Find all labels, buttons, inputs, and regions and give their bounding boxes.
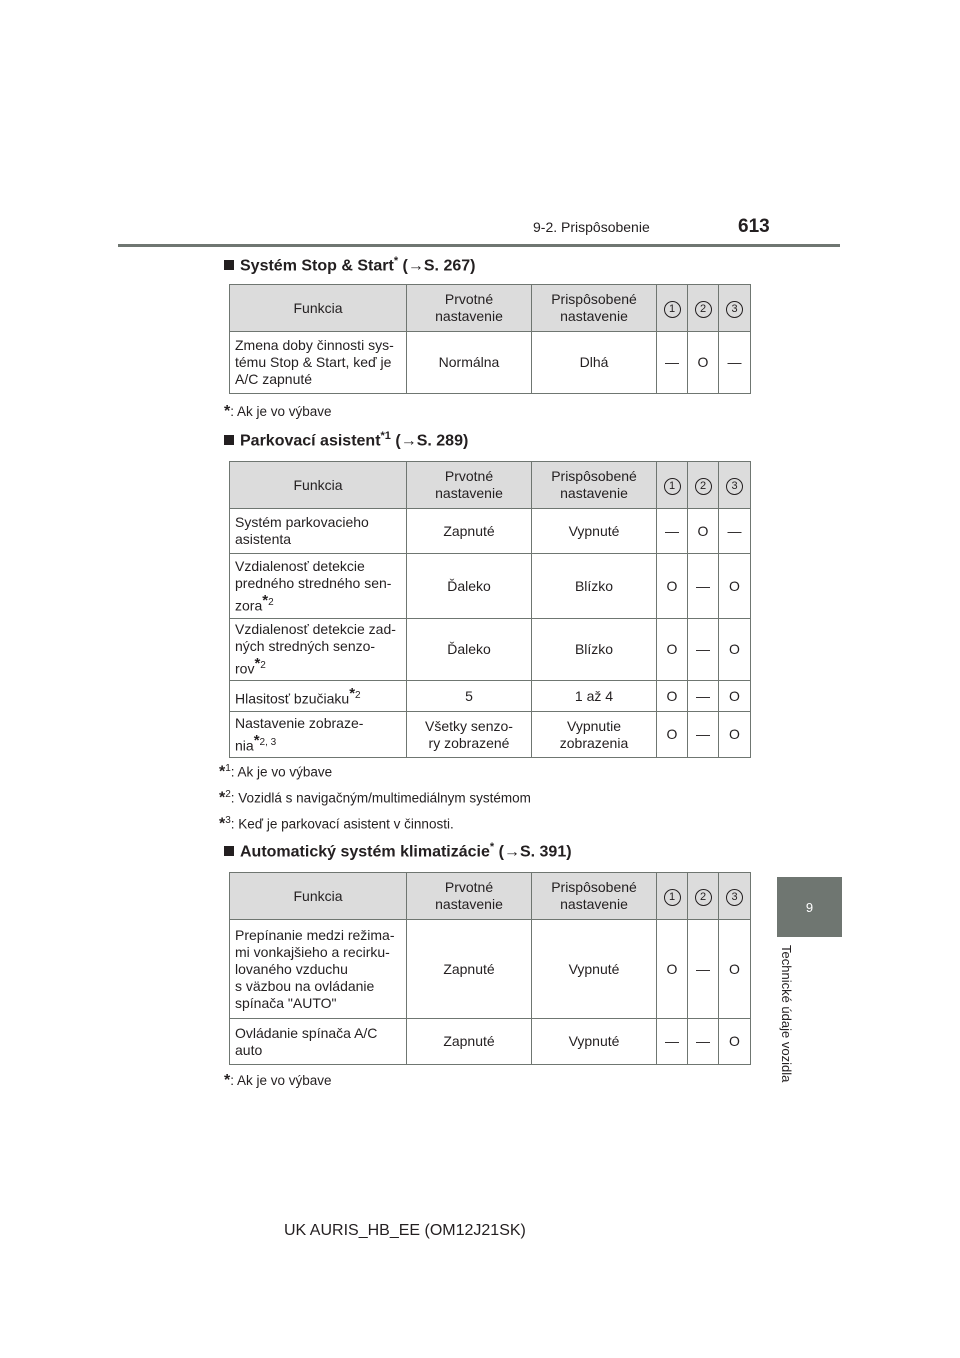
col-header-2 [688,873,719,920]
cell-c3: O [719,920,751,1019]
footnote-mark: * [219,763,226,781]
cell-c1: — [657,332,688,394]
table-row [230,554,751,619]
header-rule [118,244,840,247]
cell-sup: 2 [355,689,361,701]
footnote-text: : Keď je parkovací asistent v činnosti. [230,816,454,832]
cell-c1: — [657,1019,688,1065]
col-header-3 [719,285,751,332]
table-row [230,1019,751,1065]
col-header-1 [657,285,688,332]
cell-prisposobene: Vypnuté [532,920,657,1019]
cell-c1: O [657,619,688,681]
chapter-label-text: Technické údaje vozidla [779,945,794,1083]
cell-c1: O [657,554,688,619]
cell-c1: O [657,920,688,1019]
col-header-3 [719,873,751,920]
footnote-sup: 2 [225,789,231,800]
footnote-mark: * [219,815,226,833]
cell-funkcia: Zmena doby činnosti sys- tému Stop & Start, keď je A/C zapnuté [230,332,407,394]
section-title: Parkovací asistent [240,432,381,450]
cell-c3: O [719,681,751,712]
footnote-text: : Ak je vo výbave [230,764,333,780]
cell-c1: O [657,681,688,712]
section-title: Automatický systém klimatizácie [240,843,490,861]
footnote-text: : Vozidlá s navigačným/multimediálnym systémom [230,790,531,806]
cell-c3: O [719,554,751,619]
circled-number: 2 [695,478,712,495]
cell-funkcia-text: Hlasitosť bzučiaku [235,690,350,707]
bullet-icon [224,260,234,270]
cell-funkcia: Ovládanie spínača A/C auto [230,1019,407,1065]
cell-prvotne: 5 [407,681,532,712]
col-header-prisposobene: Prispôsobené nastavenie [532,462,657,509]
footnote-mark: * [224,403,231,420]
cell-c2: — [688,1019,719,1065]
chapter-number: 9 [805,899,814,915]
footnote-sup: 1 [225,763,231,774]
cell-c2: — [688,681,719,712]
table-climate [229,872,751,1065]
footnote-text: : Ak je vo výbave [230,404,332,419]
footnote-sup: 3 [225,815,231,826]
table-header-row [230,285,751,332]
circled-number: 1 [664,478,681,495]
footnote [219,763,332,782]
cell-prvotne: Všetky senzo- ry zobrazené [407,712,532,758]
page-reference: (→S. 267) [402,257,476,275]
cell-prvotne: Zapnuté [407,920,532,1019]
footnote-mark: * [219,789,226,807]
col-header-1 [657,462,688,509]
footnote [224,1072,332,1090]
cell-prisposobene: Vypnuté [532,509,657,554]
table-row [230,712,751,758]
cell-prvotne: Ďaleko [407,619,532,681]
cell-prisposobene: Vypnuté [532,1019,657,1065]
page-reference: (→S. 391) [498,843,572,861]
col-header-funkcia: Funkcia [230,285,407,332]
running-header-section: 9-2. Prispôsobenie [533,219,650,235]
cell-funkcia: Vzdialenosť detekcie predného stredného sen- zora$^{*2}$ [230,554,407,619]
cell-funkcia: Systém parkovacieho asistenta [230,509,407,554]
cell-c1: — [657,509,688,554]
cell-c2: O [688,509,719,554]
cell-prvotne: Normálna [407,332,532,394]
cell-c2: — [688,920,719,1019]
col-header-2 [688,285,719,332]
col-header-prvotne: Prvotné nastavenie [407,462,532,509]
cell-prvotne: Zapnuté [407,1019,532,1065]
section-title-sup: * [489,841,495,853]
cell-c3: — [719,332,751,394]
cell-c2: O [688,332,719,394]
col-header-2 [688,462,719,509]
cell-c3: O [719,1019,751,1065]
chapter-label [764,945,824,1095]
col-header-prisposobene: Prispôsobené nastavenie [532,285,657,332]
cell-c1: O [657,712,688,758]
footnote [224,403,332,421]
circled-number: 2 [695,301,712,318]
table-header-row [230,873,751,920]
circled-number: 3 [726,301,743,318]
section-heading-parking [224,430,468,450]
circled-number: 1 [664,301,681,318]
footnote [219,815,454,834]
col-header-1 [657,873,688,920]
circled-number: 3 [726,478,743,495]
cell-prisposobene: Blízko [532,554,657,619]
circled-number: 1 [664,889,681,906]
cell-c3: O [719,712,751,758]
col-header-3 [719,462,751,509]
cell-c2: — [688,554,719,619]
col-header-funkcia: Funkcia [230,462,407,509]
footnote-text: : Ak je vo výbave [230,1073,332,1088]
cell-c2: — [688,619,719,681]
section-title-sup: * [393,255,399,267]
col-header-funkcia: Funkcia [230,873,407,920]
col-header-prisposobene: Prispôsobené nastavenie [532,873,657,920]
table-header-row [230,462,751,509]
section-title-sup: *1 [380,430,391,442]
cell-funkcia: Hlasitosť bzučiaku$^{*2}$ [230,681,407,712]
page-number: 613 [738,216,770,237]
bullet-icon [224,435,234,445]
section-heading-climate [224,841,572,861]
bullet-icon [224,846,234,856]
cell-prvotne: Zapnuté [407,509,532,554]
cell-prisposobene: Blízko [532,619,657,681]
table-row [230,509,751,554]
cell-sup: 2, 3 [259,736,277,748]
section-heading-stop-start [224,255,475,275]
table-stop-start [229,284,751,394]
table-parking [229,461,751,758]
cell-sup: 2 [260,660,266,672]
cell-c3: O [719,619,751,681]
cell-prisposobene: Vypnutie zobrazenia [532,712,657,758]
cell-c2: — [688,712,719,758]
page-reference: (→S. 289) [395,432,469,450]
cell-prisposobene: 1 až 4 [532,681,657,712]
footnote [219,789,531,808]
footer-model-code: UK AURIS_HB_EE (OM12J21SK) [284,1222,526,1239]
cell-sup: 2 [268,596,274,608]
table-row [230,681,751,712]
cell-funkcia: Vzdialenosť detekcie zad- ných stredných senzo- rov$^{*2}$ [230,619,407,681]
table-row [230,619,751,681]
col-header-prvotne: Prvotné nastavenie [407,873,532,920]
cell-c3: — [719,509,751,554]
col-header-prvotne: Prvotné nastavenie [407,285,532,332]
cell-prvotne: Ďaleko [407,554,532,619]
section-title: Systém Stop & Start [240,257,394,275]
cell-funkcia: Nastavenie zobraze- nia$^{*2, 3}$ [230,712,407,758]
cell-prisposobene: Dlhá [532,332,657,394]
chapter-tab [777,877,842,937]
circled-number: 3 [726,889,743,906]
cell-funkcia: Prepínanie medzi režima- mi vonkajšieho a recirku- lovaného vzduchu s väzbou na ovládanie spínača "AUTO" [230,920,407,1019]
table-row [230,920,751,1019]
circled-number: 2 [695,889,712,906]
table-row [230,332,751,394]
footnote-mark: * [224,1072,231,1089]
